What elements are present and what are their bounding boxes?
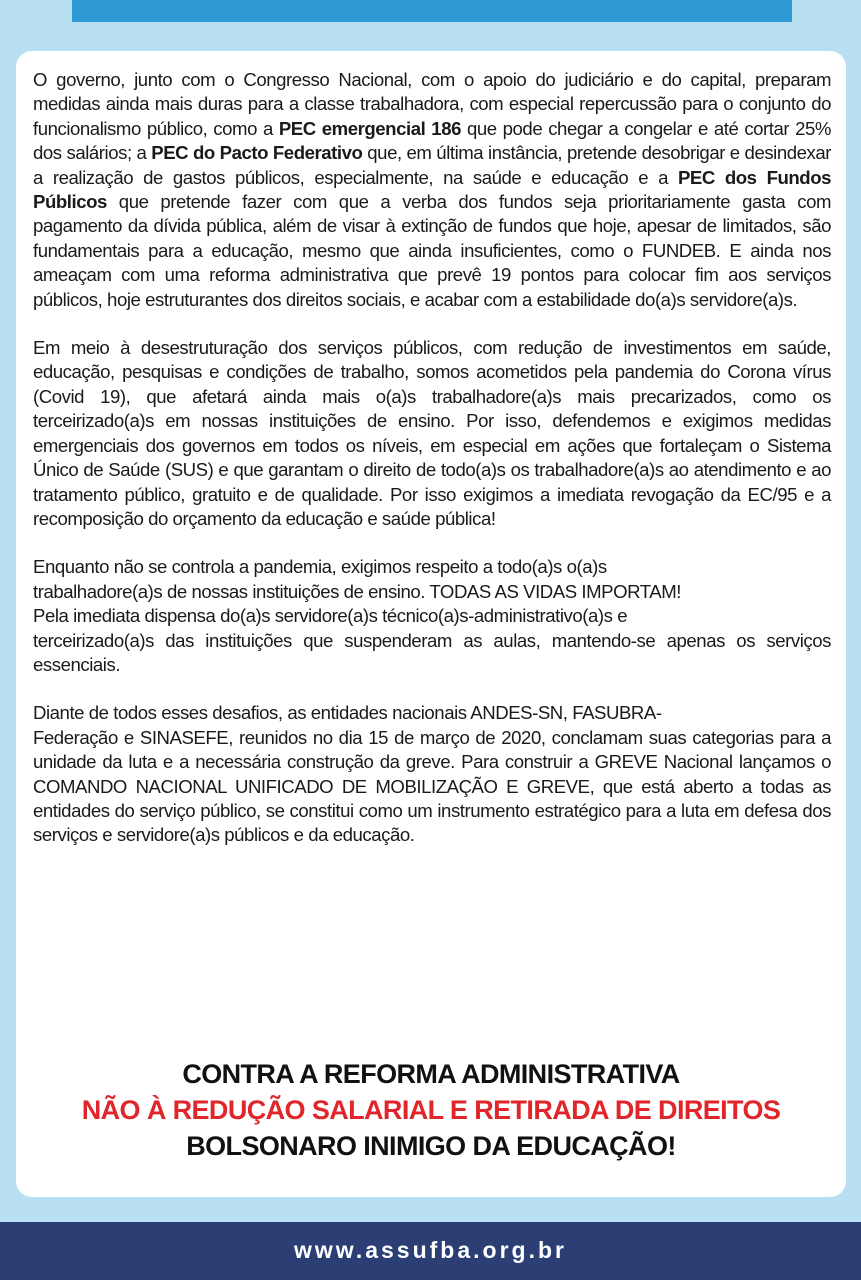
paragraph-4 [33,701,831,847]
footer-bar [0,1222,861,1280]
p1-text-1: O governo, junto com o Congresso Nacional, com o apoio do judiciário e do capital, preparam medidas ainda mais duras para a classe trabalhadora, com especial repercussão para o conjunto do funcionalismo público, como a [33,69,831,139]
headline-reforma: CONTRA A REFORMA ADMINISTRATIVA [182,1059,680,1089]
website-url: www.assufba.org.br [294,1237,567,1263]
p4-line-1: Diante de todos esses desafios, as entidades nacionais ANDES-SN, FASUBRA- [33,702,662,724]
p3-line-3: Pela imediata dispensa do(a)s servidore(a)s técnico(a)s-administrativo(a)s e [33,605,628,627]
top-accent-bar [72,0,792,22]
headlines [16,1056,846,1164]
p1-text-2: que pode chegar a congelar e até cortar 25% dos salários; a [33,117,832,164]
p1-bold-pec-emergencial: PEC emergencial 186 [278,117,461,139]
p1-bold-pec-fundos: PEC dos Fundos Públicos [33,166,831,213]
paragraph-3 [33,555,831,677]
p4-rest: Federação e SINASEFE, reunidos no dia 15 de março de 2020, conclamam suas categorias para a unidade da luta e a necessária construção da greve. Para construir a GREVE Nacional lançamos o COMANDO NACIONAL UNIFICADO DE MOBILIZAÇÃO E GREVE, que está aberto a todas as entidades do serviço público, se constitui como um instrumento estratégico para a luta em defesa dos serviços e servidore(a)s públicos e da educação. [33,726,831,846]
headline-bolsonaro: BOLSONARO INIMIGO DA EDUCAÇÃO! [186,1131,676,1161]
paragraph-2: Em meio à desestruturação dos serviços públicos, com redução de investimentos em saúde, educação, pesquisas e condições de trabalho, somos acometidos pela pandemia do Corona vírus (Covid 19), que afetará ainda mais o(a)s trabalhadore(a)s mais precarizados, como os terceirizado(a)s em nossas instituições de ensino. Por isso, defendemos e exigimos medidas emergenciais dos governos em todos os níveis, em especial em ações que fortaleçam o Sistema Único de Saúde (SUS) e que garantam o direito de todo(a)s os trabalhadore(a)s ao atendimento e ao tratamento público, gratuito e de qualidade. Por isso exigimos a imediata revogação da EC/95 e a recomposição do orçamento da educação e saúde pública! [33,337,831,529]
headline-reducao-salarial: NÃO À REDUÇÃO SALARIAL E RETIRADA DE DIREITOS [81,1095,781,1125]
p1-text-3: que, em última instância, pretende desobrigar e desindexar a realização de gastos públicos, especialmente, na saúde e educação e a [33,142,832,188]
p3-line-1: Enquanto não se controla a pandemia, exigimos respeito a todo(a)s o(a)s [33,556,607,578]
p1-text-4: que pretende fazer com que a verba dos fundos seja prioritariamente gasta com pagamento da dívida pública, além de visar à extinção de fundos que hoje, apesar de limitados, são fundamentais para a educação, mesmo que ainda insuficientes, como o FUNDEB. E ainda nos ameaçam com uma reforma administrativa que prevê 19 pontos para colocar fim aos serviços públicos, hoje estruturantes dos direitos sociais, e acabar com a estabilidade do(a)s servidore(a)s. [33,191,831,310]
p1-bold-pec-pacto: PEC do Pacto Federativo [151,142,363,164]
body-text [33,68,831,872]
p3-line-2: trabalhadore(a)s de nossas instituições de ensino. TODAS AS VIDAS IMPORTAM! [33,580,681,602]
p3-rest: terceirizado(a)s das instituições que suspenderam as aulas, mantendo-se apenas os serviços essenciais. [33,629,831,675]
paragraph-1 [33,68,831,312]
